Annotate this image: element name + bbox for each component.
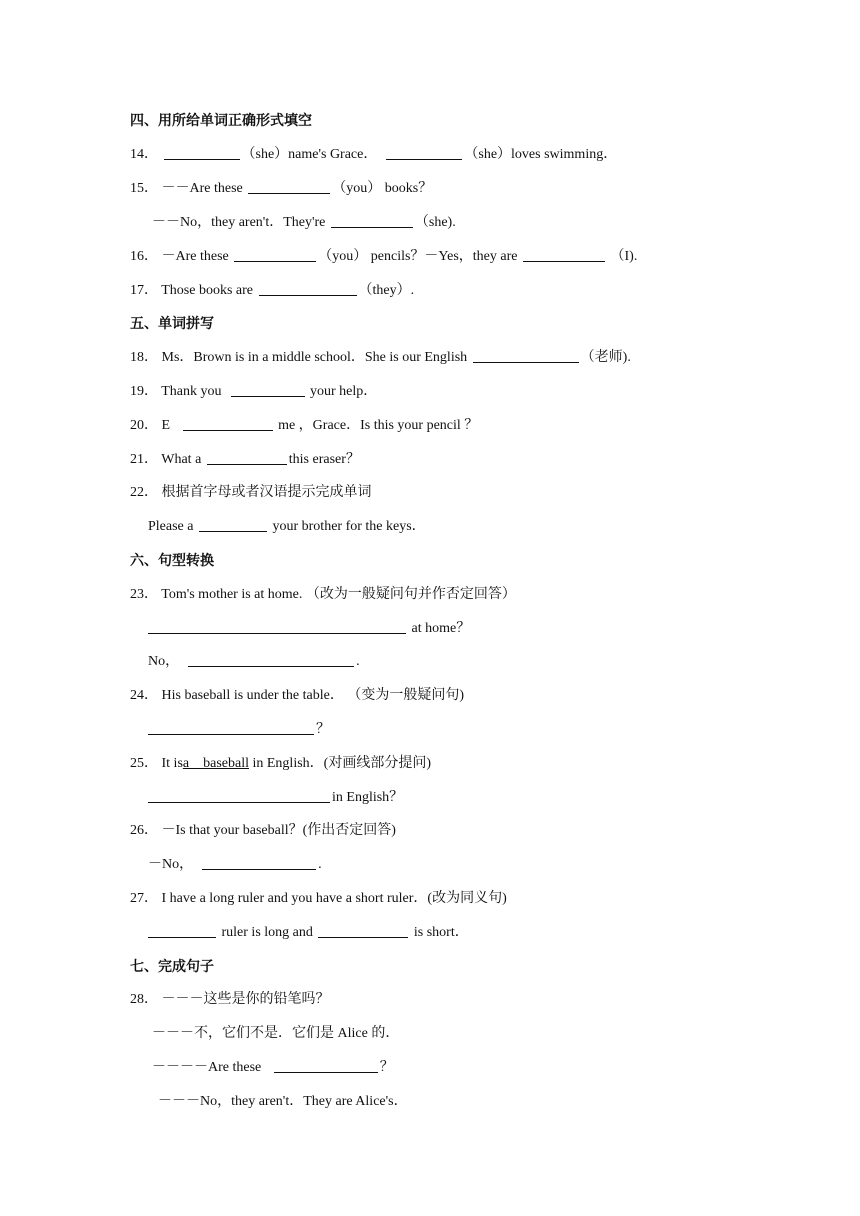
question-text: －－Are these bbox=[161, 181, 243, 196]
hint-text: （she）name's Grace． bbox=[241, 147, 378, 162]
question-20 bbox=[130, 416, 800, 436]
section-heading-7: 七、完成句子 bbox=[130, 959, 214, 975]
question-22 bbox=[130, 483, 800, 503]
question-text: at home？ bbox=[411, 621, 471, 636]
question-text: His baseball is under the table． （变为一般疑问句) bbox=[161, 688, 465, 703]
answer-blank[interactable] bbox=[386, 145, 462, 160]
question-23-reply bbox=[148, 652, 800, 672]
question-text: No， bbox=[148, 654, 180, 669]
question-23 bbox=[130, 585, 800, 605]
question-number: 15． bbox=[130, 181, 158, 196]
section-heading-4: 四、用所给单词正确形式填空 bbox=[130, 113, 312, 129]
underlined-phrase: a baseball bbox=[182, 756, 249, 771]
question-27-answer bbox=[148, 923, 800, 943]
answer-blank[interactable] bbox=[274, 1058, 378, 1073]
question-text: ？ bbox=[379, 1060, 394, 1075]
question-text: It is bbox=[161, 756, 183, 771]
hint-text: （you） bbox=[318, 249, 368, 264]
question-text: your help． bbox=[310, 384, 378, 399]
answer-blank[interactable] bbox=[473, 348, 579, 363]
question-text: －－No，they aren't．They're bbox=[152, 215, 326, 230]
question-text: －－－－Are these bbox=[152, 1060, 262, 1075]
question-number: 20． bbox=[130, 418, 158, 433]
question-number: 23． bbox=[130, 587, 158, 602]
hint-text: （they）. bbox=[358, 283, 415, 298]
question-number: 22． bbox=[130, 485, 158, 500]
question-text: I have a long ruler and you have a short ruler．(改为同义句) bbox=[161, 891, 507, 906]
question-26-answer bbox=[148, 855, 800, 875]
answer-blank[interactable] bbox=[164, 145, 240, 160]
question-23-answer bbox=[148, 619, 800, 639]
question-25-answer bbox=[148, 788, 800, 808]
question-15-response bbox=[152, 213, 800, 233]
answer-blank[interactable] bbox=[188, 652, 354, 667]
question-text: in English．(对画线部分提问) bbox=[248, 756, 431, 771]
hint-text: （you） bbox=[332, 181, 382, 196]
question-number: 25． bbox=[130, 756, 158, 771]
question-number: 16． bbox=[130, 249, 158, 264]
question-text: is short． bbox=[413, 925, 469, 940]
hint-text: （she). bbox=[414, 215, 456, 230]
question-text: ruler is long and bbox=[221, 925, 313, 940]
answer-blank[interactable] bbox=[148, 923, 216, 938]
question-19 bbox=[130, 382, 800, 402]
question-number: 18． bbox=[130, 350, 158, 365]
answer-blank[interactable] bbox=[331, 213, 413, 228]
question-number: 21． bbox=[130, 452, 158, 467]
hint-text: （I). bbox=[607, 249, 638, 264]
question-28 bbox=[130, 990, 800, 1010]
question-22-sentence bbox=[148, 517, 800, 537]
question-text: －No， bbox=[148, 857, 194, 872]
question-text: in English？ bbox=[332, 790, 404, 805]
question-text: . bbox=[318, 857, 322, 872]
question-17 bbox=[130, 281, 800, 301]
question-number: 14． bbox=[130, 147, 158, 162]
question-24-answer bbox=[148, 720, 800, 740]
answer-blank[interactable] bbox=[202, 855, 316, 870]
answer-blank[interactable] bbox=[234, 247, 316, 262]
answer-blank[interactable] bbox=[248, 179, 330, 194]
answer-blank[interactable] bbox=[318, 923, 408, 938]
answer-blank[interactable] bbox=[199, 517, 267, 532]
question-text: －－－No，they aren't．They are Alice's． bbox=[158, 1094, 408, 1109]
question-text: . bbox=[356, 654, 360, 669]
question-text: －Is that your baseball？(作出否定回答) bbox=[161, 823, 396, 838]
answer-blank[interactable] bbox=[523, 247, 605, 262]
question-text: －－－这些是你的铅笔吗？ bbox=[161, 992, 330, 1007]
question-text: pencils？－Yes，they are bbox=[367, 249, 518, 264]
answer-blank[interactable] bbox=[183, 416, 273, 431]
question-number: 17． bbox=[130, 283, 158, 298]
question-text: －Are these bbox=[161, 249, 229, 264]
question-15 bbox=[130, 179, 800, 199]
question-text: Thank you bbox=[161, 384, 222, 399]
question-text: What a bbox=[161, 452, 202, 467]
question-text: me ，Grace．Is this your pencil ？ bbox=[278, 418, 479, 433]
question-16 bbox=[130, 247, 800, 267]
question-14 bbox=[130, 145, 800, 165]
question-text: E bbox=[161, 418, 171, 433]
question-number: 27． bbox=[130, 891, 158, 906]
question-18 bbox=[130, 348, 800, 368]
question-text: Tom's mother is at home. （改为一般疑问句并作否定回答） bbox=[161, 587, 516, 602]
question-27 bbox=[130, 889, 800, 909]
question-text: Please a bbox=[148, 519, 194, 534]
question-26 bbox=[130, 821, 800, 841]
question-text: Those books are bbox=[161, 283, 254, 298]
question-21 bbox=[130, 450, 800, 470]
question-text: ？ bbox=[316, 722, 330, 737]
question-text: －－－不，它们不是．它们是 Alice 的． bbox=[152, 1026, 400, 1041]
answer-blank[interactable] bbox=[207, 450, 287, 465]
question-text: Ms．Brown is in a middle school．She is our English bbox=[161, 350, 468, 365]
question-28-english bbox=[152, 1058, 800, 1078]
answer-blank[interactable] bbox=[148, 619, 406, 634]
question-24 bbox=[130, 686, 800, 706]
question-28-reply bbox=[158, 1092, 800, 1112]
section-heading-5: 五、单词拼写 bbox=[130, 316, 214, 332]
section-heading-6: 六、句型转换 bbox=[130, 553, 214, 569]
question-28-translation bbox=[152, 1024, 800, 1044]
question-text: 根据首字母或者汉语提示完成单词 bbox=[161, 485, 372, 500]
question-text: your brother for the keys． bbox=[272, 519, 426, 534]
answer-blank[interactable] bbox=[148, 720, 314, 735]
question-number: 19． bbox=[130, 384, 158, 399]
answer-blank[interactable] bbox=[259, 281, 357, 296]
question-text: this eraser？ bbox=[288, 452, 360, 467]
question-number: 24． bbox=[130, 688, 158, 703]
question-number: 28． bbox=[130, 992, 158, 1007]
question-25 bbox=[130, 754, 800, 774]
question-text: books？ bbox=[381, 181, 433, 196]
hint-text: （she）loves swimming． bbox=[464, 147, 618, 162]
answer-blank[interactable] bbox=[231, 382, 305, 397]
hint-text: （老师). bbox=[580, 350, 631, 365]
question-number: 26． bbox=[130, 823, 158, 838]
answer-blank[interactable] bbox=[148, 788, 330, 803]
